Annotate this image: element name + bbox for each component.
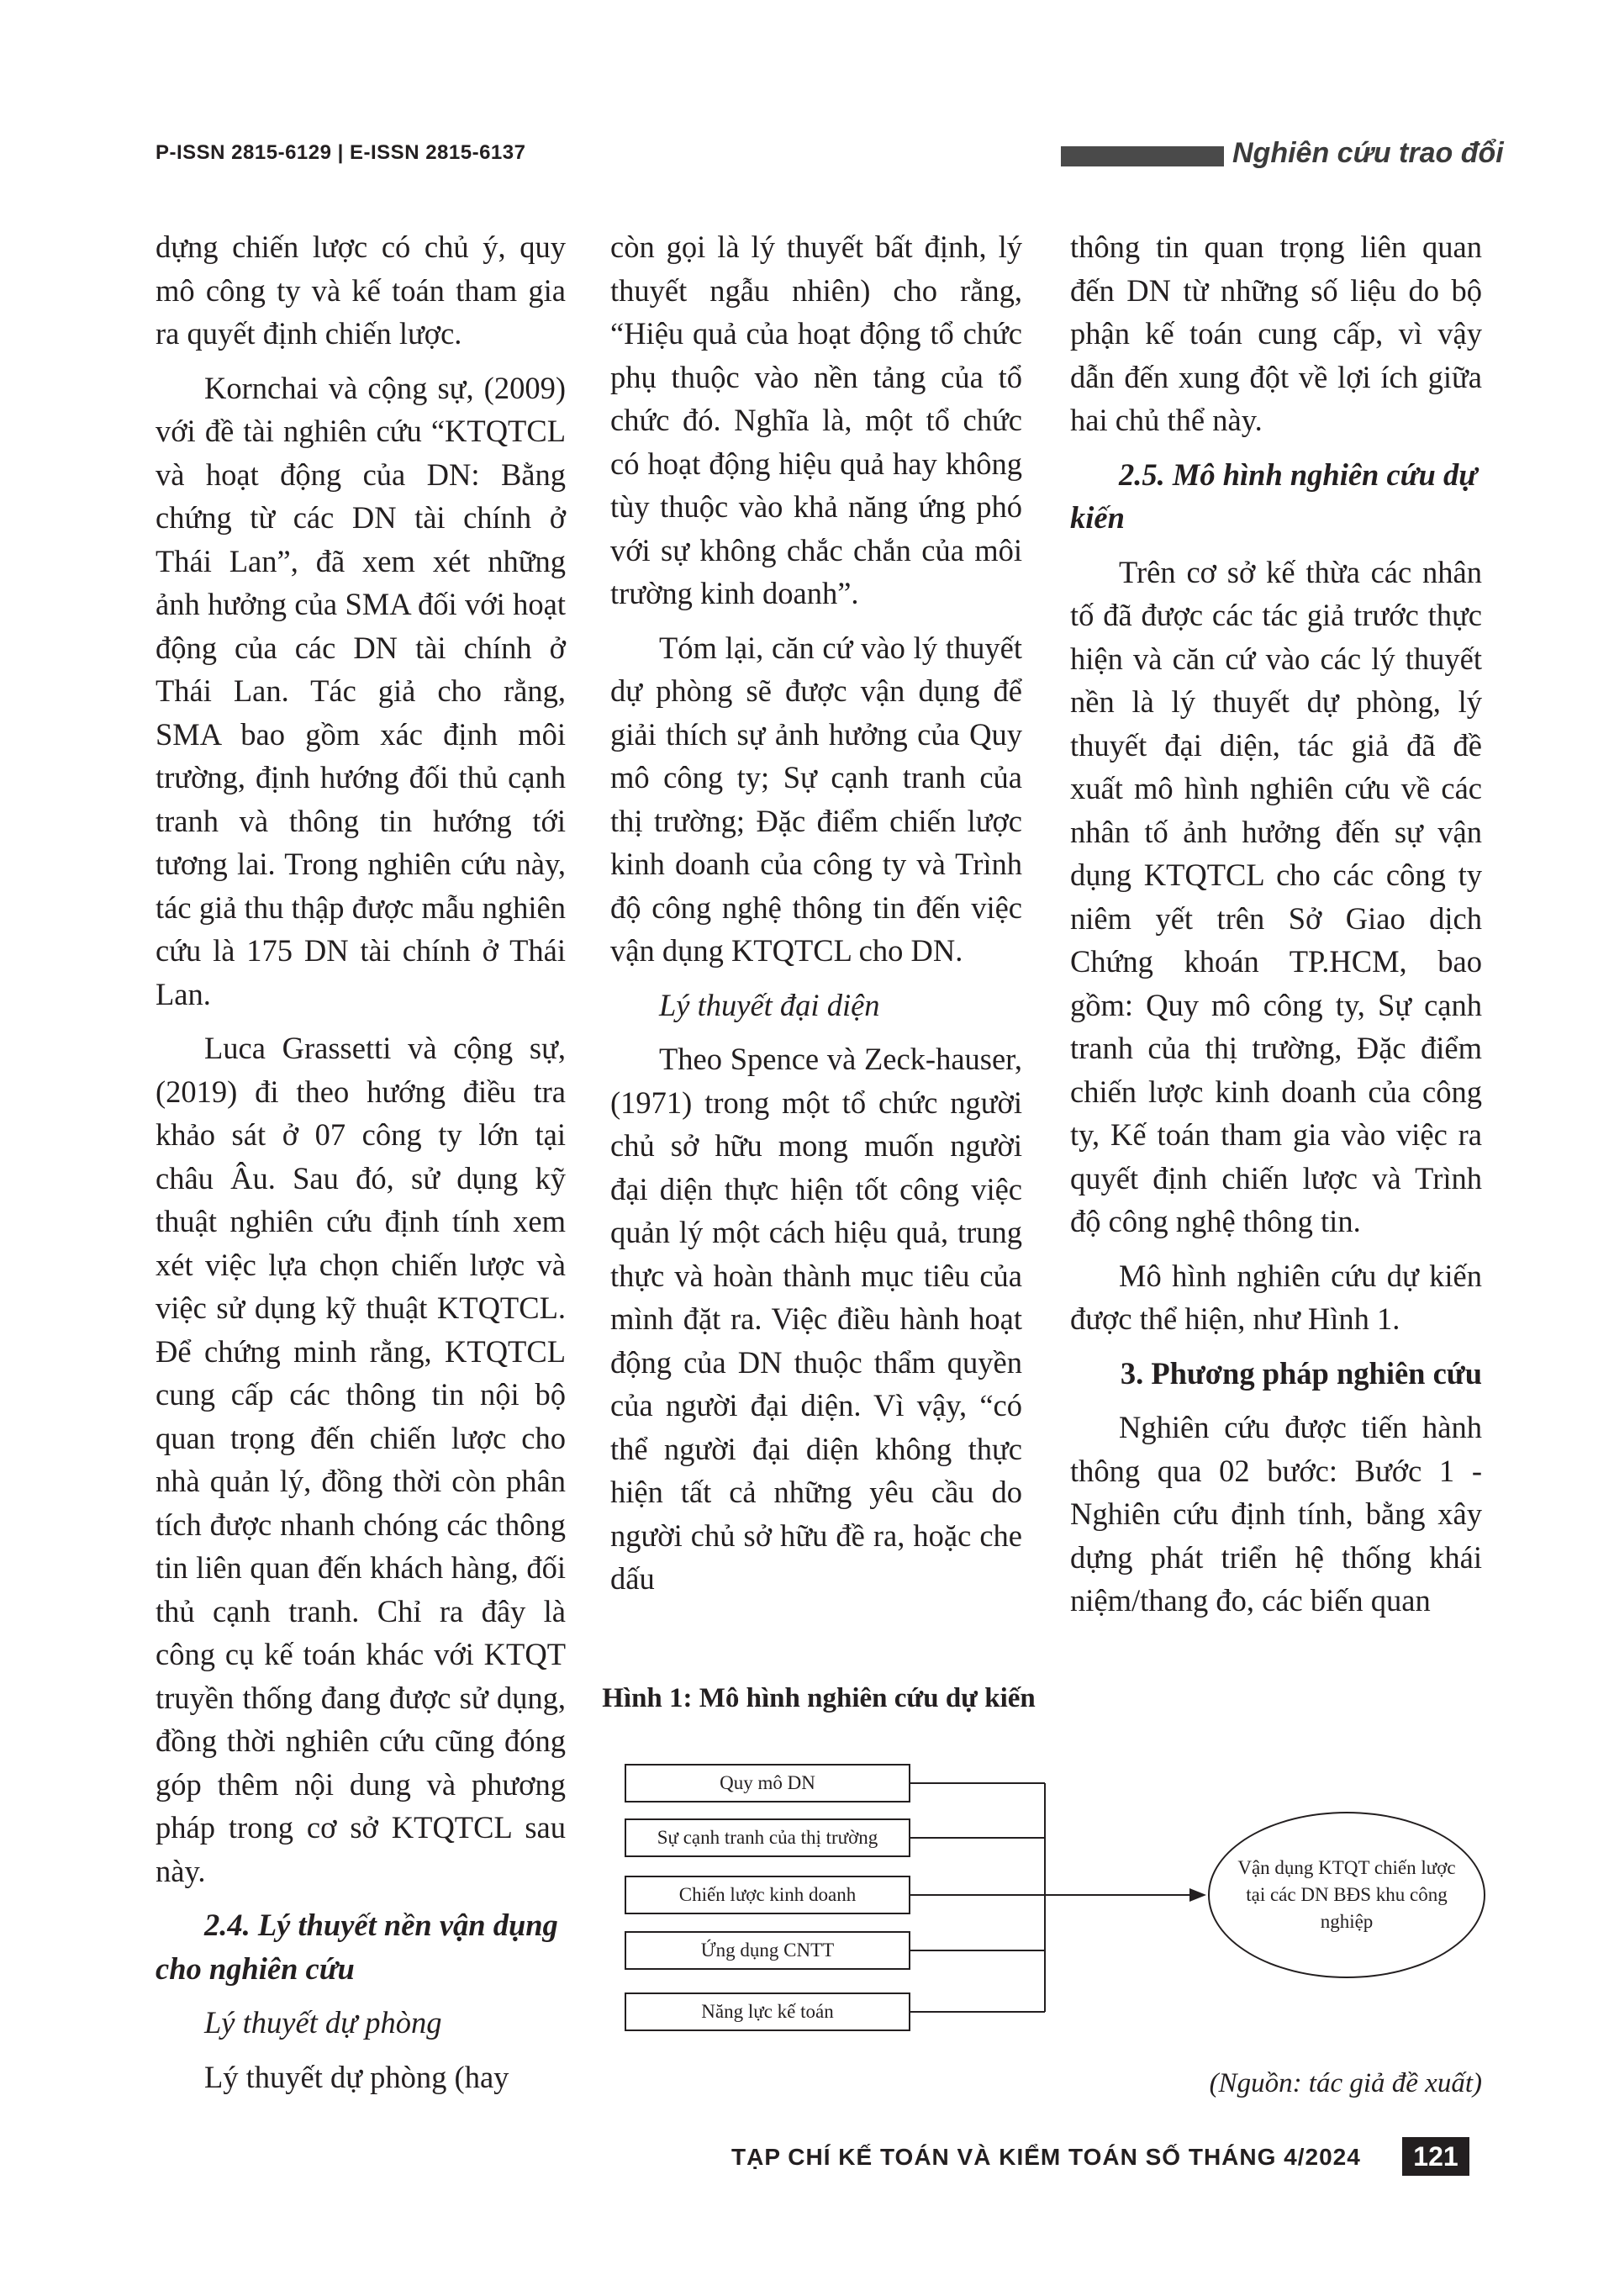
figure-source: (Nguồn: tác giả đề xuất) bbox=[1209, 2068, 1482, 2098]
text-column-3 bbox=[1070, 225, 1482, 1625]
paragraph: Tóm lại, căn cứ vào lý thuyết dự phòng sẽ được vận dụng để giải thích sự ảnh hưởng của Quy mô công ty; Sự cạnh tranh của thị trường; Đặc điểm chiến lược kinh doanh của công ty và Trình độ công nghệ thông tin đến việc vận dụng KTQTCL cho DN. bbox=[610, 630, 1022, 968]
paragraph: Lý thuyết dự phòng (hay bbox=[204, 2059, 509, 2094]
figure-title: Hình 1: Mô hình nghiên cứu dự kiến bbox=[602, 1683, 1036, 1713]
paragraph: dựng chiến lược có chủ ý, quy mô công ty và kế toán tham gia ra quyết định chiến lược. bbox=[156, 230, 566, 351]
paragraph: còn gọi là lý thuyết bất định, lý thuyết ngẫu nhiên) cho rằng, “Hiệu quả của hoạt động tổ chức phụ thuộc vào nền tảng của tổ chức đó. Nghĩa là, một tổ chức có hoạt động hiệu quả hay không tùy thuộc vào khả năng ứng phó với sự không chắc chắn của môi trường kinh doanh”. bbox=[610, 230, 1022, 610]
paragraph: Theo Spence và Zeck-hauser, (1971) trong một tổ chức người chủ sở hữu mong muốn người đại diện thực hiện tốt công việc quản lý một cách hiệu quả, trung thực và hoàn thành mục tiêu của mình đặt ra. Việc điều hành hoạt động của DN thuộc thẩm quyền của người đại diện. Vì vậy, “có thể người đại diện không thực hiện tất cả những yêu cầu do người chủ sở hữu đề ra, hoặc che dấu bbox=[610, 1042, 1022, 1596]
section-heading: 3. Phương pháp nghiên cứu bbox=[1120, 1355, 1482, 1391]
arrow-head bbox=[1189, 1888, 1206, 1902]
factor-box: Năng lực kế toán bbox=[625, 1993, 910, 2031]
subheading: Lý thuyết dự phòng bbox=[204, 2005, 442, 2040]
issn-label: P-ISSN 2815-6129 | E-ISSN 2815-6137 bbox=[156, 141, 526, 164]
section-heading: 2.5. Mô hình nghiên cứu dự kiến bbox=[1070, 457, 1478, 535]
outcome-ellipse: Vận dụng KTQT chiến lược tại các DN BĐS khu công nghiệp bbox=[1208, 1812, 1485, 1978]
section-title: Nghiên cứu trao đổi bbox=[1232, 137, 1504, 169]
section-heading: 2.4. Lý thuyết nền vận dụng cho nghiên cứu bbox=[156, 1908, 558, 1986]
paragraph: Kornchai và cộng sự, (2009) với đề tài nghiên cứu “KTQTCL và hoạt động của DN: Bằng chứng từ các DN tài chính ở Thái Lan”, đã xem xét những ảnh hưởng của SMA đối với hoạt động của các DN tài chính ở Thái Lan. Tác giả cho rằng, SMA bao gồm xác định môi trường, định hướng đối thủ cạnh tranh và thông tin hướng tới tương lai. Trong nghiên cứu này, tác giả thu thập được mẫu nghiên cứu là 175 DN tài chính ở Thái Lan. bbox=[156, 370, 566, 1011]
text-column-1 bbox=[156, 225, 566, 2109]
page-number: 121 bbox=[1402, 2137, 1469, 2176]
text-column-2 bbox=[610, 225, 1022, 1612]
paragraph: Mô hình nghiên cứu dự kiến được thể hiện, như Hình 1. bbox=[1070, 1258, 1482, 1336]
factor-box: Ứng dụng CNTT bbox=[625, 1931, 910, 1970]
header-bar bbox=[1061, 146, 1224, 166]
factor-box: Quy mô DN bbox=[625, 1764, 910, 1802]
journal-footer: TẠP CHÍ KẾ TOÁN VÀ KIỂM TOÁN SỐ THÁNG 4/2024 bbox=[731, 2144, 1361, 2170]
paragraph: Luca Grassetti và cộng sự, (2019) đi theo hướng điều tra khảo sát ở 07 công ty lớn tại châu Âu. Sau đó, sử dụng kỹ thuật nghiên cứu định tính xem xét việc lựa chọn chiến lược và việc sử dụng kỹ thuật KTQTCL. Để chứng minh rằng, KTQTCL cung cấp các thông tin nội bộ quan trọng đến chiến lược cho nhà quản lý, đồng thời còn phân tích được nhanh chóng các thông tin liên quan đến khách hàng, đối thủ cạnh tranh. Chỉ ra đây là công cụ kế toán khác với KTQT truyền thống đang được sử dụng, đồng thời nghiên cứu cũng đóng góp thêm nội dung và phương pháp trong cơ sở KTQTCL sau này. bbox=[156, 1031, 566, 1888]
subheading: Lý thuyết đại diện bbox=[659, 987, 880, 1022]
paragraph: Nghiên cứu được tiến hành thông qua 02 bước: Bước 1 - Nghiên cứu định tính, bằng xây dựng phát triển hệ thống khái niệm/thang đo, các biến quan bbox=[1070, 1410, 1482, 1618]
factor-box: Sự cạnh tranh của thị trường bbox=[625, 1818, 910, 1857]
paragraph: Trên cơ sở kế thừa các nhân tố đã được các tác giả trước thực hiện và căn cứ vào các lý thuyết nền là lý thuyết dự phòng, lý thuyết đại diện, tác giả đã đề xuất mô hình nghiên cứu về các nhân tố ảnh hưởng đến sự vận dụng KTQTCL cho các công ty niêm yết trên Sở Giao dịch Chứng khoán TP.HCM, bao gồm: Quy mô công ty, Sự cạnh tranh của thị trường, Đặc điểm chiến lược kinh doanh của công ty, Kế toán tham gia vào việc ra quyết định chiến lược và Trình độ công nghệ thông tin. bbox=[1070, 554, 1482, 1238]
paragraph: thông tin quan trọng liên quan đến DN từ những số liệu do bộ phận kế toán cung cấp, vì vậy dẫn đến xung đột về lợi ích giữa hai chủ thể này. bbox=[1070, 230, 1482, 437]
factor-box: Chiến lược kinh doanh bbox=[625, 1876, 910, 1914]
